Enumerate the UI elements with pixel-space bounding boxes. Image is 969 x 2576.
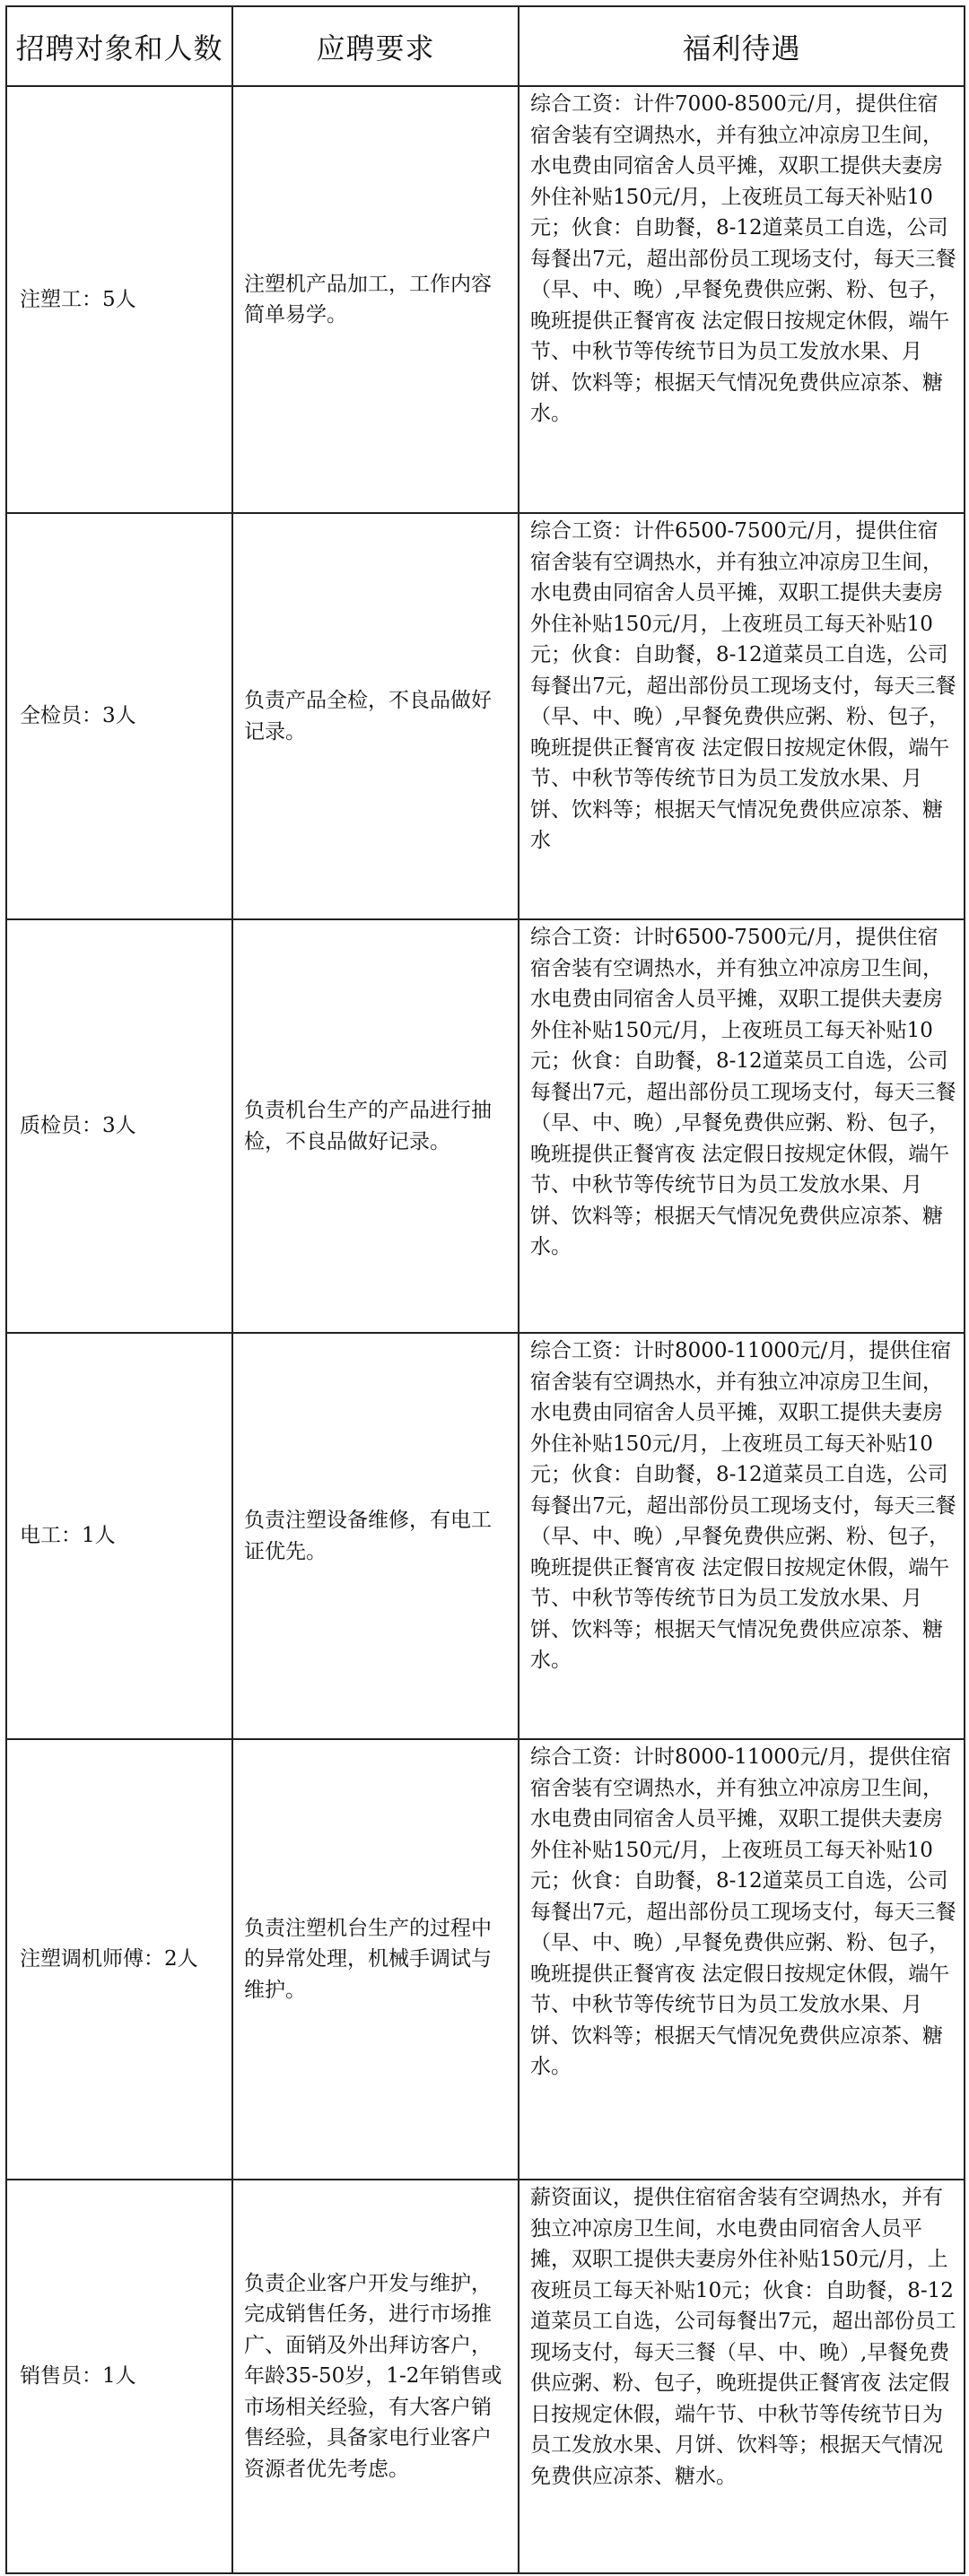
benefits-cell [519,1333,965,1739]
requirement-cell: 负责注塑设备维修，有电工证优先。 [232,1333,519,1739]
benefits-text: 综合工资：计件7000-8500元/月，提供住宿宿舍装有空调热水，并有独立冲凉房卫生间，水电费由同宿舍人员平摊，双职工提供夫妻房外住补贴150元/月，上夜班员工每天补贴10元；伙食：自助餐，8-12道菜员工自选，公司每餐出7元，超出部份员工现场支付，每天三餐（早、中、晚）,早餐免费供应粥、粉、包子，晚班提供正餐宵夜 法定假日按规定休假，端午节、中秋节等传统节日为员工发放水果、月饼、饮料等；根据天气情况免费供应凉茶、糖水。 [530,92,956,425]
table-row [6,1333,965,1739]
requirement-cell: 负责注塑机台生产的过程中的异常处理，机械手调试与维护。 [232,1739,519,2180]
position-cell: 电工：1人 [6,1333,232,1739]
benefits-text: 综合工资：计时8000-11000元/月，提供住宿宿舍装有空调热水，并有独立冲凉房卫生间，水电费由同宿舍人员平摊，双职工提供夫妻房外住补贴150元/月，上夜班员工每天补贴10元；伙食：自助餐，8-12道菜员工自选，公司每餐出7元，超出部份员工现场支付，每天三餐（早、中、晚）,早餐免费供应粥、粉、包子，晚班提供正餐宵夜 法定假日按规定休假，端午节、中秋节等传统节日为员工发放水果、月饼、饮料等；根据天气情况免费供应凉茶、糖水。 [530,1745,956,2078]
position-cell: 注塑工：5人 [6,86,232,513]
table-header-row [6,6,965,86]
position-cell: 销售员：1人 [6,2180,232,2573]
header-requirement: 应聘要求 [232,6,519,86]
header-position: 招聘对象和人数 [6,6,232,86]
position-cell: 注塑调机师傅：2人 [6,1739,232,2180]
position-cell: 全检员：3人 [6,513,232,919]
table-row [6,1739,965,2180]
benefits-cell [519,919,965,1333]
table-row [6,2180,965,2573]
requirement-cell: 负责机台生产的产品进行抽检，不良品做好记录。 [232,919,519,1333]
recruitment-table [5,5,965,2574]
benefits-cell [519,86,965,513]
table-row [6,919,965,1333]
benefits-cell [519,2180,965,2573]
requirement-cell: 负责产品全检，不良品做好记录。 [232,513,519,919]
benefits-text: 综合工资：计件6500-7500元/月，提供住宿宿舍装有空调热水，并有独立冲凉房卫生间，水电费由同宿舍人员平摊，双职工提供夫妻房外住补贴150元/月，上夜班员工每天补贴10元；伙食：自助餐，8-12道菜员工自选，公司每餐出7元，超出部份员工现场支付，每天三餐（早、中、晚）,早餐免费供应粥、粉、包子，晚班提供正餐宵夜 法定假日按规定休假，端午节、中秋节等传统节日为员工发放水果、月饼、饮料等；根据天气情况免费供应凉茶、糖水 [530,519,956,852]
benefits-text: 综合工资：计时8000-11000元/月，提供住宿宿舍装有空调热水，并有独立冲凉房卫生间，水电费由同宿舍人员平摊，双职工提供夫妻房外住补贴150元/月，上夜班员工每天补贴10元；伙食：自助餐，8-12道菜员工自选，公司每餐出7元，超出部份员工现场支付，每天三餐（早、中、晚）,早餐免费供应粥、粉、包子，晚班提供正餐宵夜 法定假日按规定休假，端午节、中秋节等传统节日为员工发放水果、月饼、饮料等；根据天气情况免费供应凉茶、糖水。 [530,1339,956,1672]
benefits-cell [519,513,965,919]
header-benefits: 福利待遇 [519,6,965,86]
position-cell: 质检员：3人 [6,919,232,1333]
requirement-cell: 负责企业客户开发与维护，完成销售任务，进行市场推广、面销及外出拜访客户，年龄35-50岁，1-2年销售或市场相关经验，有大客户销售经验，具备家电行业客户资源者优先考虑。 [232,2180,519,2573]
benefits-text: 综合工资：计时6500-7500元/月，提供住宿宿舍装有空调热水，并有独立冲凉房卫生间，水电费由同宿舍人员平摊，双职工提供夫妻房外住补贴150元/月，上夜班员工每天补贴10元；伙食：自助餐，8-12道菜员工自选，公司每餐出7元，超出部份员工现场支付，每天三餐（早、中、晚）,早餐免费供应粥、粉、包子，晚班提供正餐宵夜 法定假日按规定休假，端午节、中秋节等传统节日为员工发放水果、月饼、饮料等；根据天气情况免费供应凉茶、糖水。 [530,926,956,1258]
table-row [6,513,965,919]
requirement-cell: 注塑机产品加工，工作内容简单易学。 [232,86,519,513]
benefits-cell [519,1739,965,2180]
table-row [6,86,965,513]
benefits-text: 薪资面议，提供住宿宿舍装有空调热水，并有独立冲凉房卫生间，水电费由同宿舍人员平摊，双职工提供夫妻房外住补贴150元/月，上夜班员工每天补贴10元；伙食：自助餐，8-12道菜员工自选，公司每餐出7元，超出部份员工现场支付，每天三餐（早、中、晚）,早餐免费供应粥、粉、包子，晚班提供正餐宵夜 法定假日按规定休假，端午节、中秋节等传统节日为员工发放水果、月饼、饮料等；根据天气情况免费供应凉茶、糖水。 [530,2186,956,2488]
